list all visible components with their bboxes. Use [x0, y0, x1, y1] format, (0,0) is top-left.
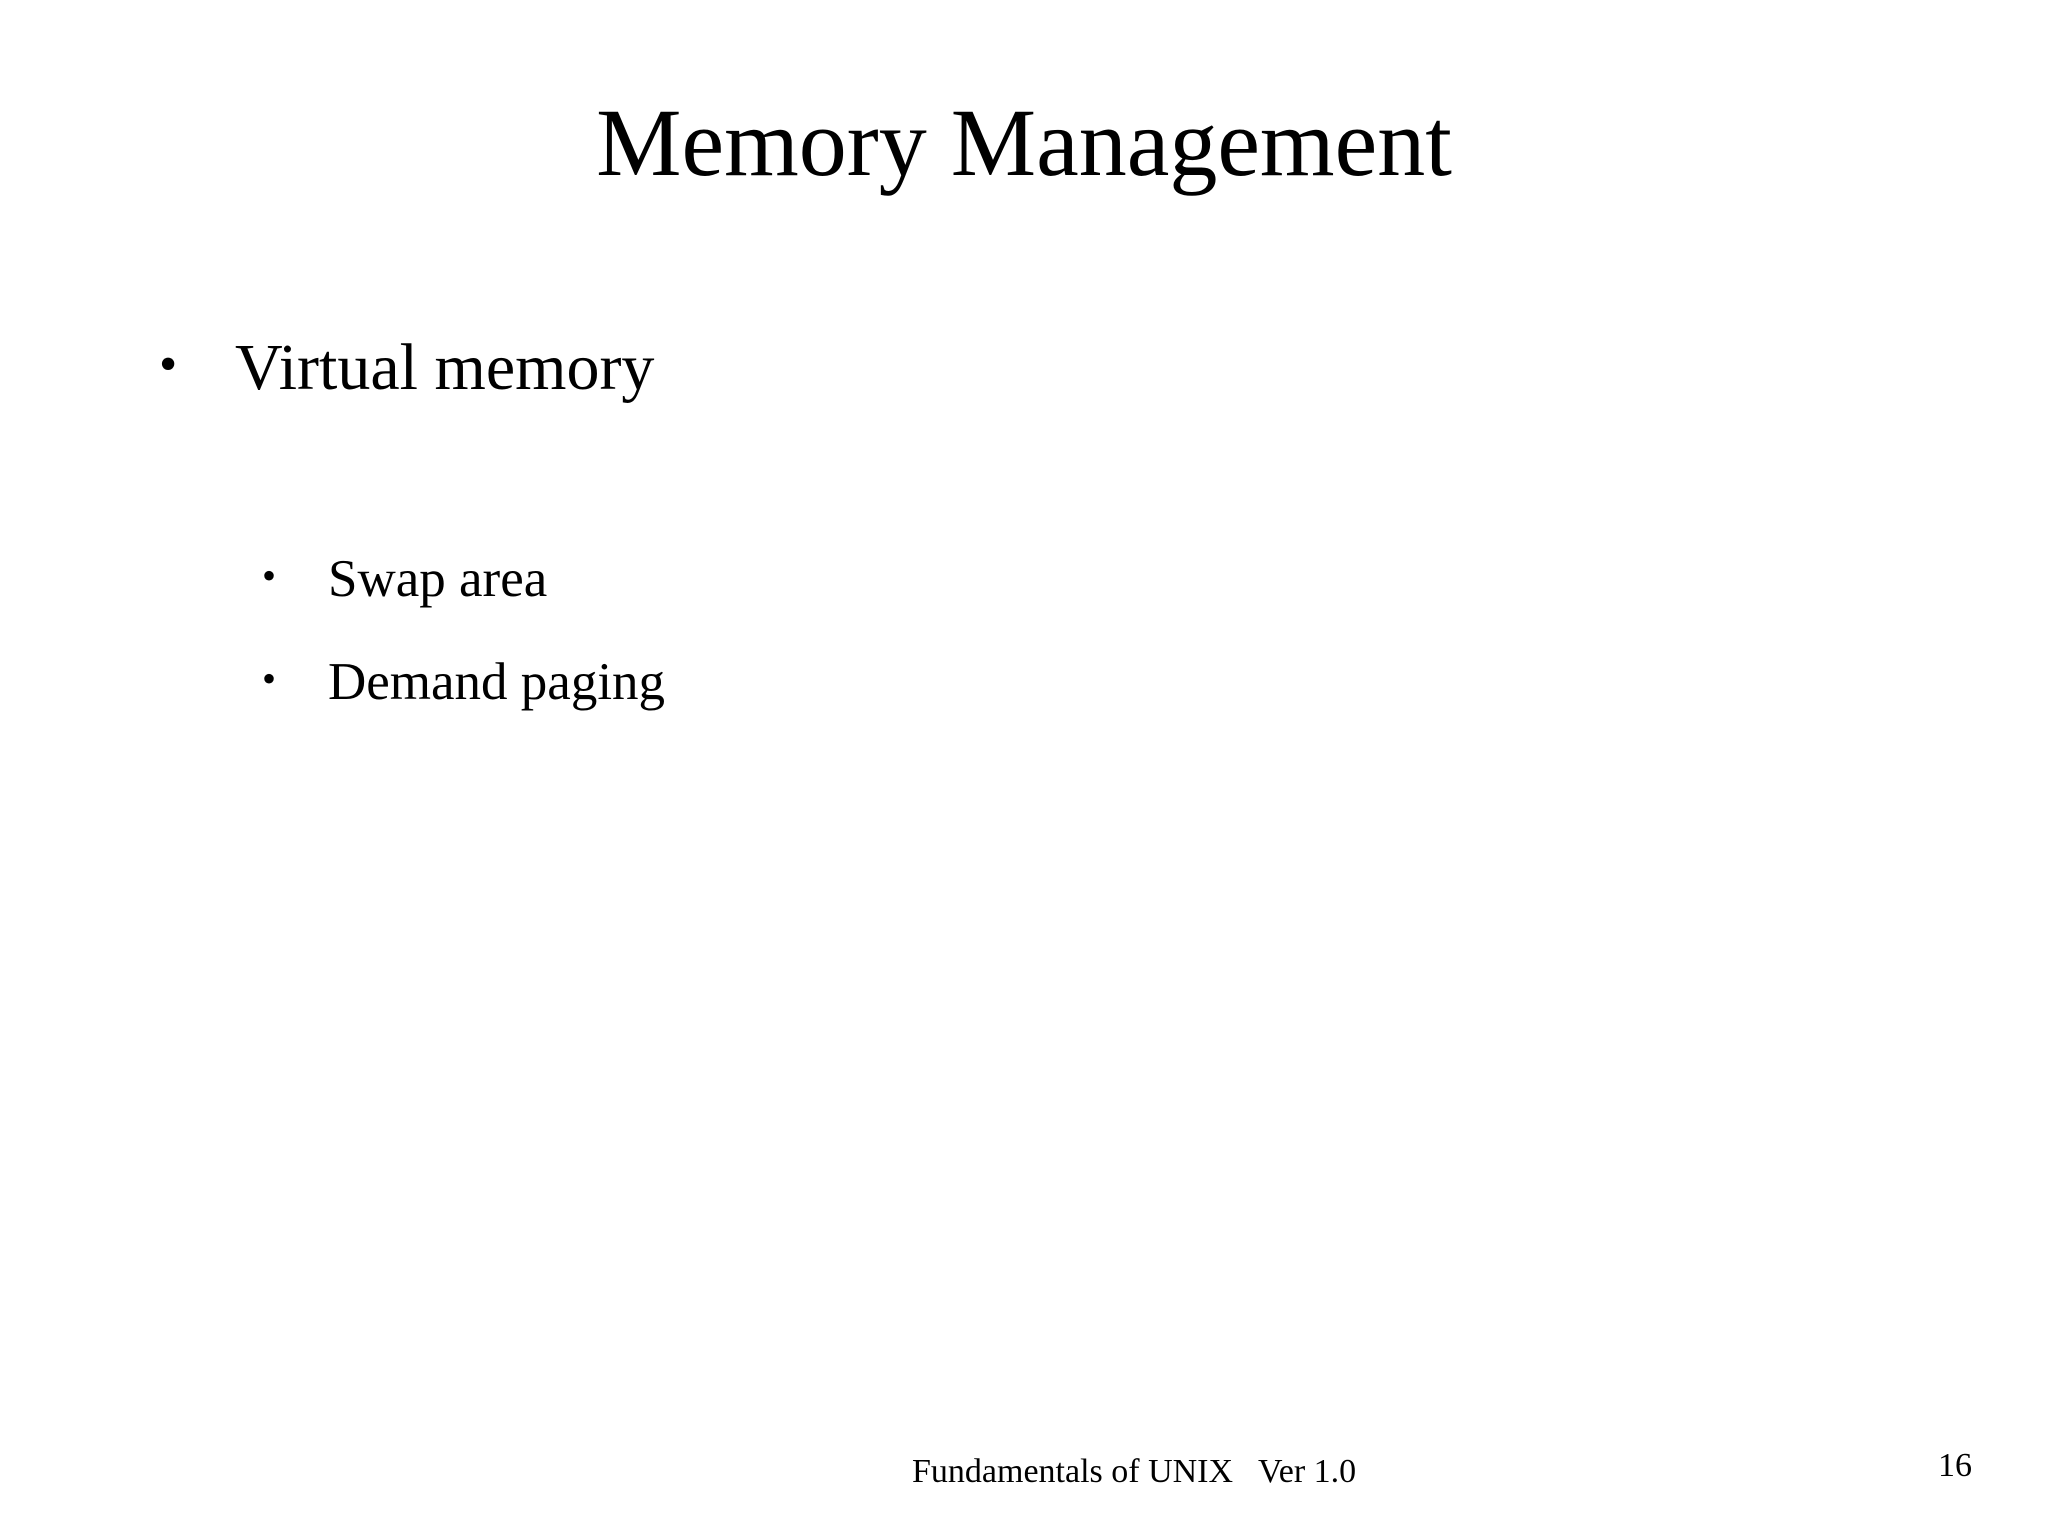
sub-bullet-swap-area — [262, 549, 547, 609]
bullet-text: Virtual memory — [235, 331, 655, 404]
slide-title: Memory Management — [596, 89, 1452, 196]
bullet-virtual-memory — [159, 330, 654, 406]
slide-footer: Fundamentals of UNIX Ver 1.0 — [912, 1453, 1357, 1490]
sub-bullet-text: Swap area — [328, 550, 548, 608]
page-number: 16 — [1938, 1447, 1972, 1484]
bullet-dot: • — [262, 553, 277, 598]
bullet-dot: • — [262, 656, 277, 701]
bullet-dot: • — [159, 336, 178, 393]
sub-bullet-text: Demand paging — [328, 653, 666, 711]
sub-bullet-demand-paging — [262, 652, 665, 712]
